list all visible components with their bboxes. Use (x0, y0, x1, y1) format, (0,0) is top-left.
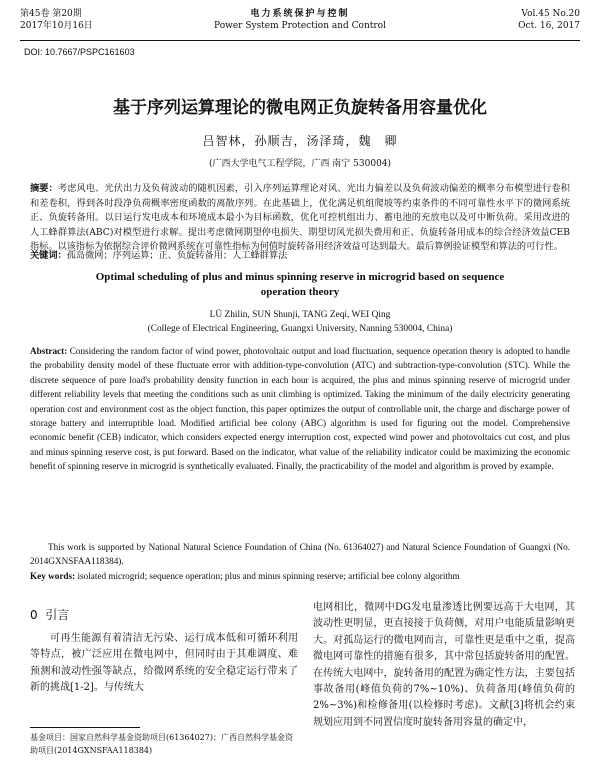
header-rule (20, 40, 580, 41)
abstract-en (30, 344, 570, 474)
keywords-cn-text: 孤岛微网；序列运算；正、负旋转备用；人工蜂群算法 (66, 250, 288, 261)
section-number: 0 (30, 608, 38, 622)
keywords-cn-label: 关键词： (30, 250, 67, 261)
section-title: 引言 (45, 608, 70, 622)
journal-name-cn: 电力系统保护与控制 (250, 9, 350, 19)
abstract-en-label: Abstract: (30, 346, 68, 356)
abstract-cn (30, 182, 570, 255)
journal-name-en: Power System Protection and Control (214, 21, 386, 31)
header-center (20, 8, 580, 32)
intro-paragraph-right: 电网相比，微网中DG发电量渗透比例要远高于大电网，其波动性更明显，更直接接于负荷侧，对用户电能质量影响更大。对孤岛运行的微电网而言，可靠性更是重中之重，提高微电网可靠性的措施有很多，其中常包括旋转备用的配置。在传统大电网中，旋转备用的配置为确定性方法，主要包括事故备用(峰值负荷的7%~10%)、负荷备用(峰值负荷的2%~3%)和检修备用(以检修时考虑)。文献[3]将机会约束规划应用到不同置信度时旋转备用容量的确定中， (313, 602, 575, 728)
date-cn: 2017年10月16日 (20, 21, 93, 31)
paper-title-en: Optimal scheduling of plus and minus spinning reserve in microgrid based on sequence operation theory (95, 271, 505, 298)
header-right (518, 8, 580, 32)
authors-en: LÜ Zhilin, SUN Shunji, TANG Zeqi, WEI Qing (209, 310, 391, 320)
keywords-cn (30, 247, 570, 261)
funding-en: This work is supported by National Natural Science Foundation of China (No. 61364027) and Natural Science Foundation of Guangxi (No. 2014GXNSFAA118384). (30, 542, 570, 567)
doi: DOI: 10.7667/PSPC161603 (24, 47, 135, 57)
abstract-en-text: Considering the random factor of wind power, photovoltaic output and load fluctuation, sequence operation theory is adopted to handle the probability density model of these fluctuate error with addition-type-convolution (ATC) and subtraction-type-convolution (STC). While the discrete sequence of pure load's probability density function in each hour is acquired, the plus and minus spinning reserve of microgrid under different reliability levels that meeting the conditions such as unit climbing is optimized. Taking the minimum of the daily electricity generating operation cost and environment cost as the object function, this paper optimizes the output of controllable unit, the charge and discharge power of storage battery and interruptible load. Modified artificial bee colony (ABC) algorithm is used for figuring out the model. Comprehensive economic benefit (CEB) indicator, which considers expected energy interruption cost, expected wind power and photovoltaics cut cost, and plus and minus spinning reserve cost, is put forward. Based on the indicator, what value of the reliability indicator could be maximizing the economic benefit of spinning reserve in microgrid is synthetically evaluated. Finally, the practicability of the model and algorithm is proved by example. (30, 346, 570, 472)
affiliation-cn: (广西大学电气工程学院，广西 南宁 530004) (208, 159, 392, 169)
page-header (20, 8, 580, 40)
affiliation-en: (College of Electrical Engineering, Guangxi University, Nanning 530004, China) (147, 324, 453, 334)
volume-en: Vol.45 No.20 (521, 9, 580, 19)
footnote-funding: 基金项目：国家自然科学基金资助项目(61364027)；广西自然科学基金资助项目(2014GXNSFAA118384) (30, 733, 293, 755)
keywords-en-label: Key words: (30, 571, 76, 581)
authors-cn: 吕智林，孙顺吉，汤泽琦，魏 卿 (202, 134, 398, 148)
intro-paragraph-left: 可再生能源有着清洁无污染、运行成本低和可循环利用等特点，被广泛应用在微电网中，但同时由于其难调度、难预测和波动性强等缺点，给微网系统的安全稳定运行带来了新的挑战[1-2]。与传统大 (30, 633, 298, 694)
volume-cn: 第45卷 第20期 (20, 9, 82, 19)
date-en: Oct. 16, 2017 (518, 21, 580, 31)
abstract-cn-text: 考虑风电、光伏出力及负荷波动的随机因素，引入序列运算理论对风、光出力偏差以及负荷波动偏差的概率分布模型进行卷积和差卷积，得到各时段净负荷概率密度函数的离散序列。在此基础上，优化满足机组爬坡等约束条件的不同可靠性水平下的微网系统正、负旋转备用。以日运行发电成本和环境成本最小为目标函数，优化可控机组出力、蓄电池的充放电以及可中断负荷。采用改进的人工蜂群算法(ABC)对模型进行求解。提出考虑微网期望停电损失、期望切风光损失费用和正、负旋转备用成本的综合经济效益CEB指标。以该指标为依据综合评价微网系统在可靠性指标为何值时旋转备用经济效益可达到最大。最后算例验证模型和算法的可行性。 (30, 183, 570, 253)
keywords-en (30, 571, 570, 581)
paper-title-cn: 基于序列运算理论的微电网正负旋转备用容量优化 (113, 98, 487, 118)
keywords-en-text: isolated microgrid; sequence operation; plus and minus spinning reserve; artificial bee colony algorithm (77, 571, 460, 581)
section-heading-introduction (30, 606, 69, 623)
abstract-cn-label: 摘要： (30, 183, 58, 194)
footnote-rule (30, 727, 140, 728)
